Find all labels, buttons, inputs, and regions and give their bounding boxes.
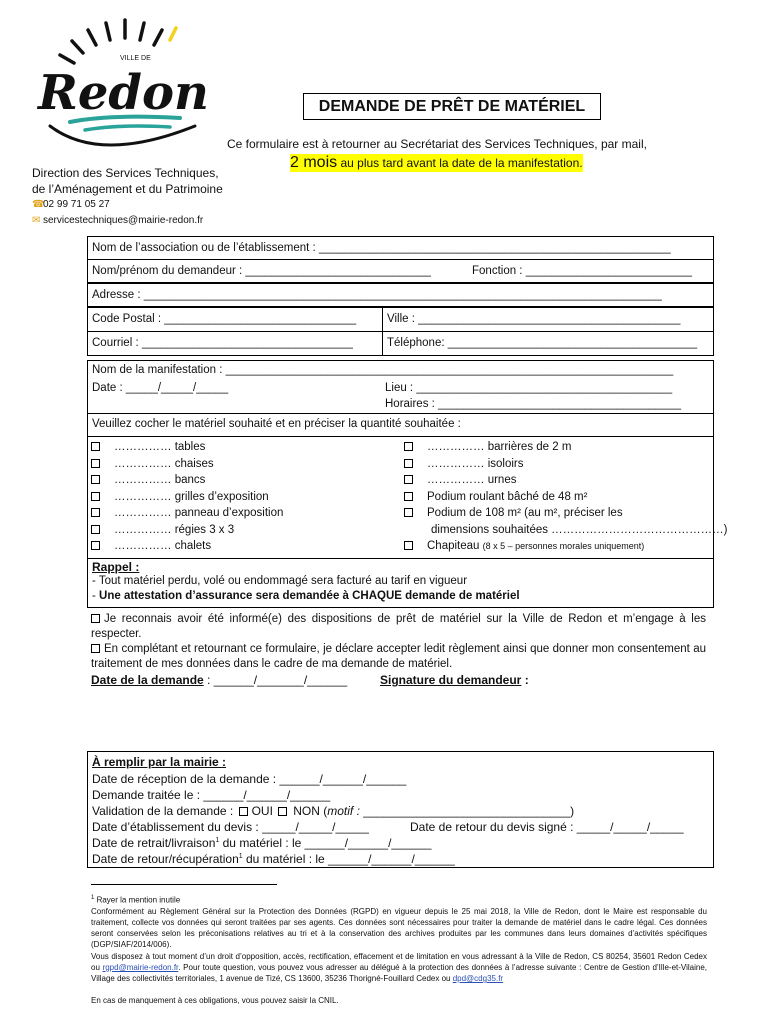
engagement1-text: Je reconnais avoir été informé(e) des dispositions de prêt de matériel sur la Ville de Redon et m’engage à les respecter. <box>91 613 706 640</box>
retrait-field[interactable]: du matériel : le ______/______/______ <box>219 836 432 850</box>
retour-row <box>92 852 455 866</box>
devis-field[interactable]: Date d’établissement du devis : _____/_____/_____ <box>92 820 369 834</box>
materiel-checkbox[interactable] <box>91 525 100 534</box>
rappel-line2-prefix: - <box>92 590 100 602</box>
materiel-right-item <box>404 505 728 522</box>
materiel-label: …………… bancs <box>114 474 206 486</box>
telephone-field[interactable]: Téléphone: _______________________________________ <box>382 331 714 356</box>
materiel-checkbox[interactable] <box>404 541 413 550</box>
materiel-left-item <box>91 472 283 489</box>
materiel-checkbox[interactable] <box>91 508 100 517</box>
email-address[interactable]: servicestechniques@mairie-redon.fr <box>43 215 204 226</box>
horaires-field[interactable]: Horaires : ______________________________________ <box>385 398 682 410</box>
materiel-right-item <box>404 439 728 456</box>
cocher-instruction: Veuillez cocher le matériel souhaité et en préciser la quantité souhaitée : <box>87 413 714 437</box>
manifestation-block <box>87 360 714 414</box>
materiel-checkbox[interactable] <box>91 492 100 501</box>
rgpd-paragraph-1: Conformément au Règlement Général sur la Protection des Données (RGPD) en vigueur depuis le 25 mai 2018, la Ville de Redon, dont le Maire est responsable du traitement, collecte vos données qui seront traitées par ses agents. Ces données sont nécessaires pour traiter la demande de matériel dans le cadre légal. Ces données seront conservées selon les préconisations relatives au tri et à la conservation des archives produites par les communes dans leurs domaines d’activités spécifiques (DGP/SIAF/2014/006). <box>91 907 707 949</box>
materiel-left-item <box>91 522 283 539</box>
materiel-right-item <box>404 472 728 489</box>
materiel-checkbox[interactable] <box>404 492 413 501</box>
materiel-label: …………… régies 3 x 3 <box>114 523 235 536</box>
materiel-right-list <box>404 439 728 555</box>
materiel-left-item <box>91 489 283 506</box>
materiel-label: …………… chalets <box>114 540 212 552</box>
rappel-box <box>87 558 714 608</box>
logo-name: Redon <box>38 65 209 121</box>
retrait-footnote-ref: 1 <box>215 837 220 844</box>
materiel-left-item <box>91 505 283 522</box>
materiel-right-item <box>404 456 728 473</box>
materiel-checkbox[interactable] <box>91 442 100 451</box>
traitee-field[interactable]: Demande traitée le : ______/______/______ <box>92 788 331 802</box>
footnote-divider <box>91 884 277 885</box>
materiel-label: …………… grilles d’exposition <box>114 490 269 503</box>
engagement2-checkbox[interactable] <box>91 644 100 653</box>
signature-row <box>380 673 529 687</box>
engagement2-text: En complétant et retournant ce formulaire, je déclare accepter ledit règlement ainsi que donner mon consentement au traitement de mes données dans le cadre de ma demande de matériel. <box>91 643 706 670</box>
rappel-title: Rappel : <box>92 560 140 574</box>
mail-icon: ✉ <box>32 215 41 226</box>
date-field[interactable]: Date : _____/_____/_____ <box>92 382 229 394</box>
footnote-rayer-text: Rayer la mention inutile <box>96 895 181 905</box>
materiel-label: …………… isoloirs <box>427 457 524 470</box>
engagement1-checkbox[interactable] <box>91 614 100 623</box>
retour-field[interactable]: du matériel : le ______/______/______ <box>242 852 455 866</box>
deadline-highlight <box>290 154 583 172</box>
retrait-row <box>92 836 431 850</box>
date-demande-field[interactable]: : ______/_______/______ <box>203 673 348 687</box>
date-demande-label: Date de la demande <box>91 673 204 687</box>
materiel-checkbox[interactable] <box>404 475 413 484</box>
materiel-label: …………… urnes <box>427 474 517 486</box>
adresse-field[interactable]: Adresse : _________________________________________________________________________________ <box>87 283 714 307</box>
manifestation-field[interactable]: Nom de la manifestation : ______________________________________________________________________ <box>92 364 674 376</box>
deadline-text: au plus tard avant la date de la manifestation. <box>337 156 583 170</box>
ville-field[interactable]: Ville : _________________________________________ <box>382 307 714 332</box>
form-title: DEMANDE DE PRÊT DE MATÉRIEL <box>303 93 601 120</box>
signature-suffix: : <box>521 673 529 687</box>
rgpd-paragraph-2 <box>91 951 707 984</box>
cp-field[interactable]: Code Postal : ______________________________ <box>87 307 383 332</box>
demandeur-row <box>87 259 714 283</box>
retour-footnote-ref: 1 <box>238 853 243 860</box>
engagement-1 <box>91 612 706 642</box>
cnil-note: En cas de manquement à ces obligations, vous pouvez saisir la CNIL. <box>91 996 339 1005</box>
materiel-left-item <box>91 439 283 456</box>
deadline-value: 2 mois <box>290 154 338 171</box>
engagement-2 <box>91 642 706 672</box>
materiel-label: …………… tables <box>114 441 206 453</box>
reception-field[interactable]: Date de réception de la demande : ______/______/______ <box>92 772 407 786</box>
materiel-label: …………… barrières de 2 m <box>427 441 572 453</box>
non-checkbox[interactable] <box>278 807 287 816</box>
courriel-field[interactable]: Courriel : _________________________________ <box>87 331 383 356</box>
retour-devis-field[interactable]: Date de retour du devis signé : _____/_____/_____ <box>410 820 684 834</box>
materiel-checkbox[interactable] <box>404 442 413 451</box>
footnote-rayer <box>91 893 707 906</box>
retrait-label: Date de retrait/livraison <box>92 836 216 850</box>
fonction-field[interactable]: Fonction : __________________________ <box>472 265 692 277</box>
retour-label: Date de retour/récupération <box>92 852 239 866</box>
logo-small-text: VILLE DE <box>120 55 151 62</box>
materiel-checkbox[interactable] <box>404 508 413 517</box>
date-demande-row <box>91 673 347 687</box>
validation-row <box>92 804 574 818</box>
lieu-field[interactable]: Lieu : ________________________________________ <box>385 382 673 394</box>
intro-text: Ce formulaire est à retourner au Secrétariat des Services Techniques, par mail, <box>227 137 647 151</box>
motif-label: motif : <box>327 804 360 818</box>
rgpd2-text-b: . Pour toute question, vous pouvez vous adresser au délégué à la protection des données à l’adresse suivante : Centre de Gestion d’Ille-et-Vilaine, Village des collectivités territoriales, 1 avenue de Tizé, CS 13600, 35236 Thorigné-Fouillard Cedex ou <box>91 963 707 983</box>
rgpd2-text-a: Vous disposez à tout moment d’un droit d’opposition, accès, rectification, effacement et de limitation en vous adressant à la Ville de Redon, CS 80254, 35601 Redon Cedex ou <box>91 952 707 972</box>
oui-checkbox[interactable] <box>239 807 248 816</box>
rappel-line2: Une attestation d’assurance sera demandée à CHAQUE demande de matériel <box>99 590 520 602</box>
rappel-line1: - Tout matériel perdu, volé ou endommagé sera facturé au tarif en vigueur <box>92 575 468 587</box>
demandeur-field[interactable]: Nom/prénom du demandeur : _____________________________ <box>92 265 431 277</box>
materiel-label: …………… chaises <box>114 457 214 470</box>
direction-line2: de l’Aménagement et du Patrimoine <box>32 182 223 196</box>
rgpd-email-link[interactable]: rgpd@mairie-redon.fr <box>102 963 179 972</box>
assoc-field[interactable]: Nom de l’association ou de l’établissement : _______________________________________________________ <box>87 236 714 260</box>
materiel-right-item <box>404 538 728 555</box>
materiel-right-item <box>404 489 728 506</box>
materiel-checkbox[interactable] <box>91 541 100 550</box>
oui-label: OUI <box>251 804 273 818</box>
direction-line1: Direction des Services Techniques, <box>32 166 219 180</box>
signature-label: Signature du demandeur <box>380 673 522 687</box>
materiel-right-continuation: dimensions souhaitées ………………………………………) <box>431 523 728 536</box>
materiel-checkbox[interactable] <box>91 475 100 484</box>
materiel-checkbox[interactable] <box>91 459 100 468</box>
redon-logo <box>30 14 220 154</box>
dpd-email-link[interactable]: dpd@cdg35.fr <box>452 974 504 983</box>
motif-field[interactable]: _______________________________) <box>359 804 575 818</box>
materiel-label: Chapiteau <box>427 540 480 552</box>
phone-icon: ☎ <box>32 199 45 210</box>
mairie-box <box>87 751 714 868</box>
non-label: NON ( <box>293 804 328 818</box>
phone-number: 02 99 71 05 27 <box>43 199 110 210</box>
materiel-label: …………… panneau d’exposition <box>114 507 284 519</box>
materiel-left-list <box>91 439 283 555</box>
materiel-label: Podium roulant bâché de 48 m² <box>427 490 588 503</box>
footnote-number: 1 <box>91 895 95 901</box>
direction-block <box>32 165 223 197</box>
materiel-left-item <box>91 456 283 473</box>
contact-block <box>32 197 203 229</box>
materiel-left-item <box>91 538 283 555</box>
materiel-checkbox[interactable] <box>404 459 413 468</box>
validation-label: Validation de la demande : <box>92 804 234 818</box>
materiel-label: Podium de 108 m² (au m², préciser les <box>427 507 623 519</box>
mairie-title: À remplir par la mairie : <box>92 755 227 769</box>
chapiteau-note: (8 x 5 – personnes morales uniquement) <box>482 541 645 551</box>
